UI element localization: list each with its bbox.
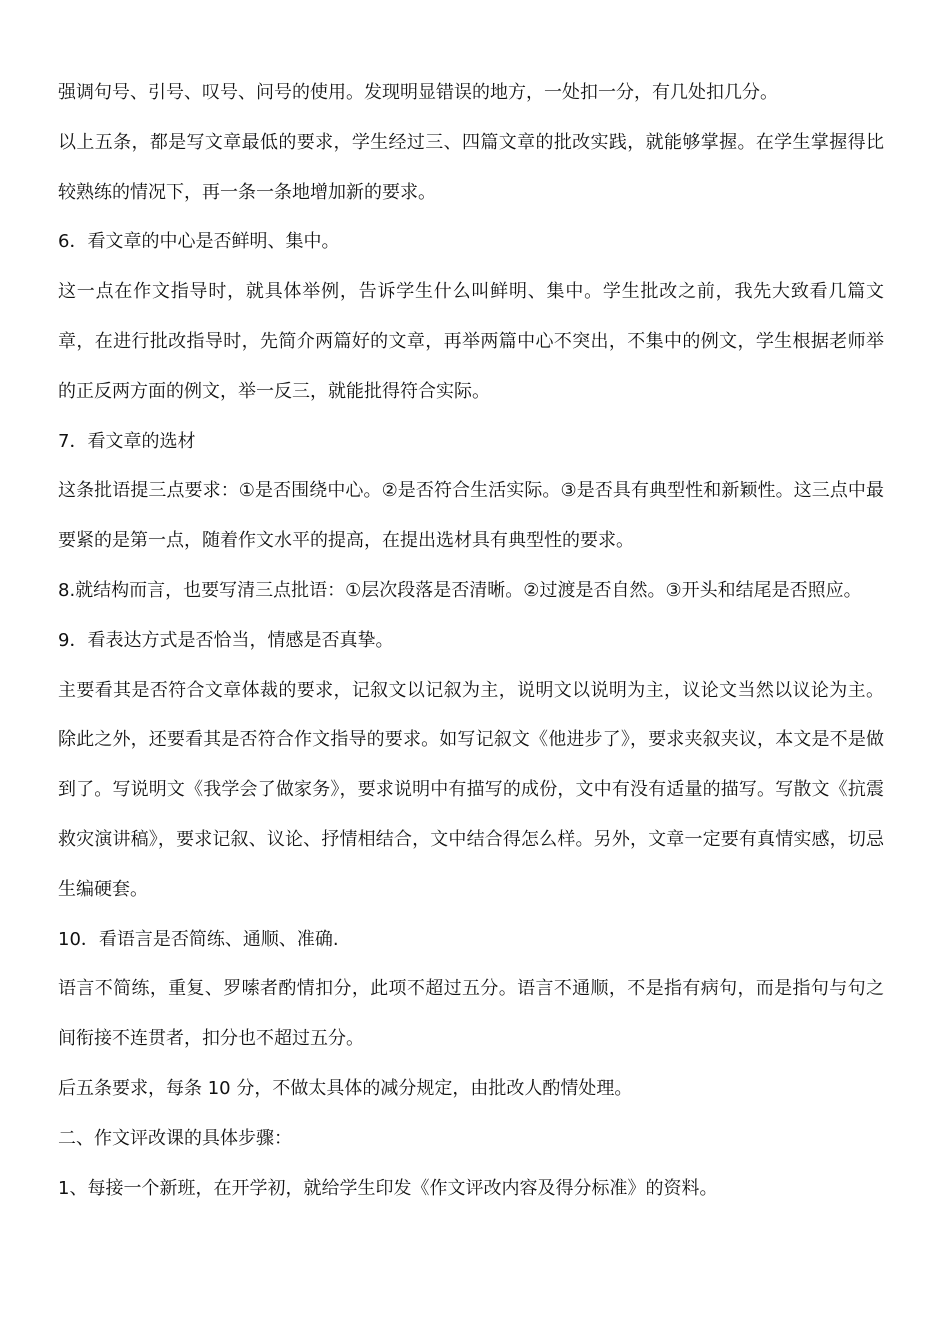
paragraph-punctuation-rule: 强调句号、引号、叹号、问号的使用。发现明显错误的地方，一处扣一分，有几处扣几分。 [58, 82, 778, 103]
paragraph-last-five-rules: 后五条要求，每条 10 分，不做太具体的减分规定，由批改人酌情处理。 [58, 1077, 633, 1099]
paragraph-step-1: 1、每接一个新班，在开学初，就给学生印发《作文评改内容及得分标准》的资料。 [58, 1177, 718, 1199]
paragraph-five-rules-summary: 以上五条，都是写文章最低的要求，学生经过三、四篇文章的批改实践，就能够掌握。在学生掌握得比较熟练的情况下，再一条一条地增加新的要求。 [58, 131, 884, 203]
document-body [58, 68, 884, 1213]
heading-item-9: 9．看表达方式是否恰当，情感是否真挚。 [58, 629, 394, 651]
paragraph-item-10-detail: 语言不简练，重复、罗嗦者酌情扣分，此项不超过五分。语言不通顺，不是指有病句，而是指句与句之间衔接不连贯者，扣分也不超过五分。 [58, 978, 884, 1050]
heading-item-6: 6．看文章的中心是否鲜明、集中。 [58, 231, 340, 253]
paragraph-item-7-detail: 这条批语提三点要求：①是否围绕中心。②是否符合生活实际。③是否具有典型性和新颖性。这三点中最要紧的是第一点，随着作文水平的提高，在提出选材具有典型性的要求。 [58, 480, 884, 552]
paragraph-item-9-detail: 主要看其是否符合文章体裁的要求，记叙文以记叙为主，说明文以说明为主，议论文当然以议论为主。除此之外，还要看其是否符合作文指导的要求。如写记叙文《他进步了》，要求夹叙夹议，本文是不是做到了。写说明文《我学会了做家务》，要求说明中有描写的成份，文中有没有适量的描写。写散文《抗震救灾演讲稿》，要求记叙、议论、抒情相结合，文中结合得怎么样。另外，文章一定要有真情实感，切忌生编硬套。 [58, 679, 884, 900]
heading-item-7: 7．看文章的选材 [58, 430, 196, 452]
heading-item-10: 10．看语言是否简练、通顺、准确. [58, 928, 339, 950]
paragraph-item-6-detail: 这一点在作文指导时，就具体举例，告诉学生什么叫鲜明、集中。学生批改之前，我先大致看几篇文章，在进行批改指导时，先简介两篇好的文章，再举两篇中心不突出，不集中的例文，学生根据老师举的正反两方面的例文，举一反三，就能批得符合实际。 [58, 281, 884, 402]
heading-section-two: 二、作文评改课的具体步骤： [58, 1127, 292, 1149]
paragraph-item-8: 8.就结构而言，也要写清三点批语：①层次段落是否清晰。②过渡是否自然。③开头和结尾是否照应。 [58, 579, 862, 601]
